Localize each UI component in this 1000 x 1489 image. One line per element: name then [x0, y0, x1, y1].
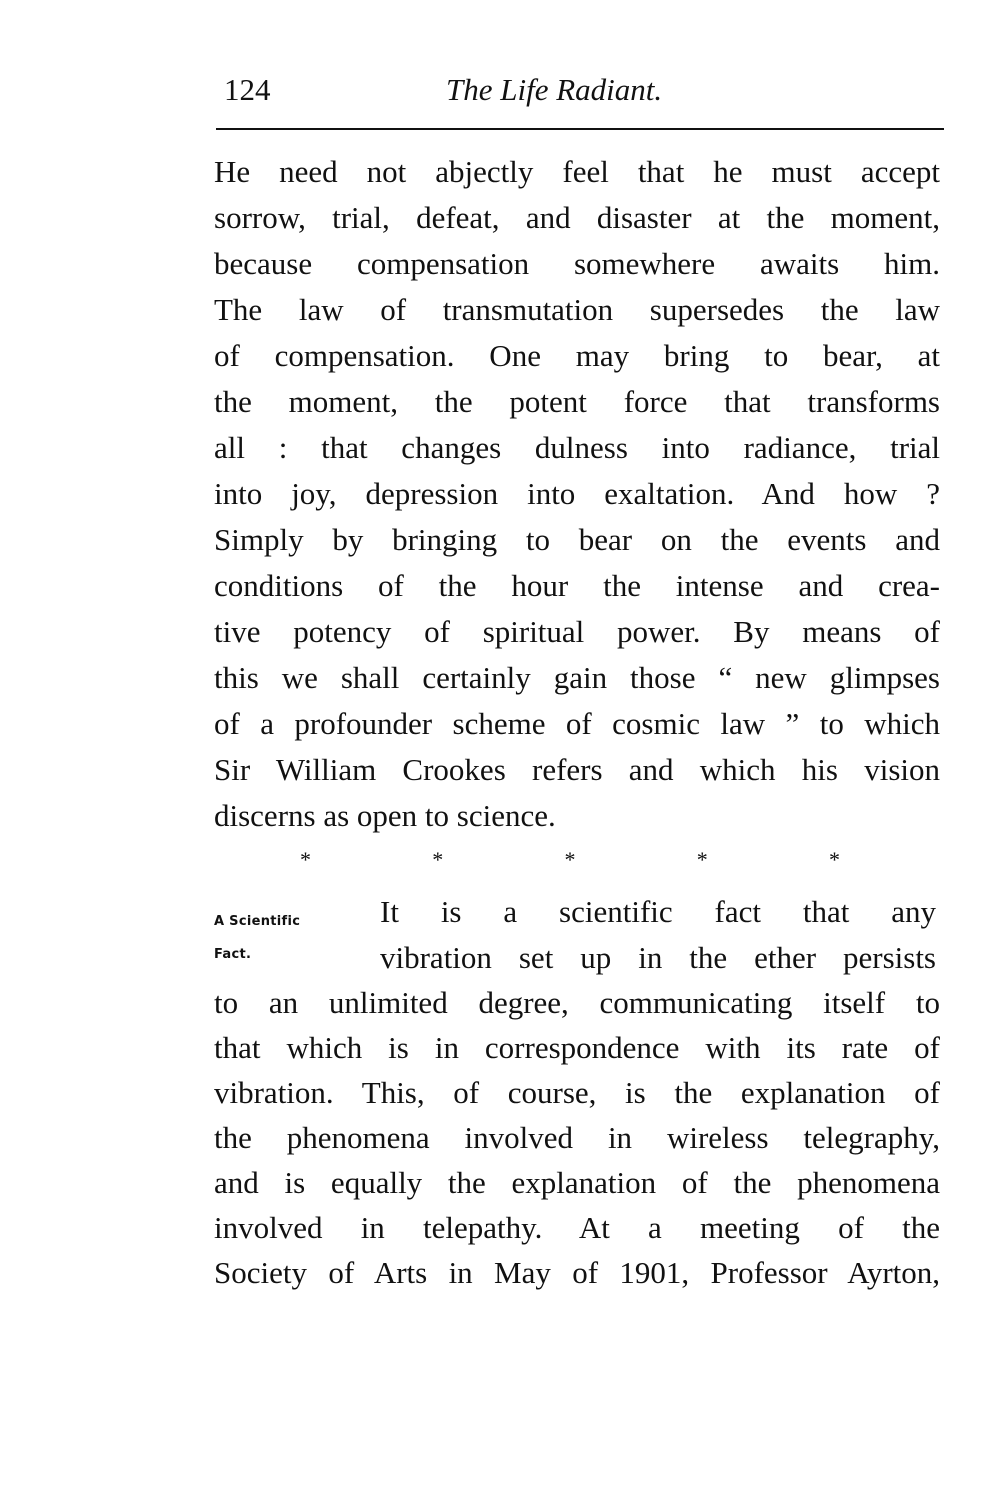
text-line: vibration set up in the ether persists — [380, 940, 936, 975]
separator-star: * — [696, 847, 708, 872]
text-line: tive potency of spiritual power. By means of — [214, 614, 940, 649]
side-note-line: Fact. — [214, 947, 252, 962]
text-line: to an unlimited degree, communicating itself to — [214, 985, 940, 1020]
text-line: conditions of the hour the intense and crea- — [214, 568, 940, 603]
running-title: The Life Radiant. — [446, 72, 663, 107]
text-line: The law of transmutation supersedes the law — [214, 292, 940, 327]
text-line: and is equally the explanation of the phenomena — [214, 1165, 940, 1200]
side-note-line: A Scientific — [214, 914, 301, 929]
separator-star: * — [432, 847, 444, 872]
separator-star: * — [300, 847, 311, 872]
text-line: Sir William Crookes refers and which his vision — [214, 752, 940, 787]
text-line: involved in telepathy. At a meeting of the — [214, 1210, 940, 1245]
separator-star: * — [829, 847, 840, 872]
text-line: of a profounder scheme of cosmic law ” to which — [214, 706, 940, 741]
page-number: 124 — [224, 72, 271, 107]
text-line: this we shall certainly gain those “ new glimpses — [214, 660, 940, 695]
text-line: that which is in correspondence with its rate of — [214, 1030, 940, 1065]
separator-star: * — [564, 847, 576, 872]
text-line: the moment, the potent force that transforms — [214, 384, 940, 419]
running-header — [216, 72, 944, 112]
text-line: into joy, depression into exaltation. And how ? — [214, 476, 940, 511]
side-note — [214, 905, 300, 971]
text-line: because compensation somewhere awaits him. — [214, 246, 940, 281]
header-rule — [216, 128, 944, 130]
text-line: It is a scientific fact that any — [380, 894, 936, 929]
text-line: discerns as open to science. — [214, 798, 556, 833]
section-separator — [300, 845, 840, 875]
text-line: Society of Arts in May of 1901, Professor Ayrton, — [214, 1255, 940, 1290]
text-line: sorrow, trial, defeat, and disaster at the moment, — [214, 200, 940, 235]
text-line: vibration. This, of course, is the explanation of — [214, 1075, 940, 1110]
text-line: all : that changes dulness into radiance, trial — [214, 430, 940, 465]
text-line: of compensation. One may bring to bear, at — [214, 338, 940, 373]
text-line: the phenomena involved in wireless telegraphy, — [214, 1120, 940, 1155]
text-line: He need not abjectly feel that he must accept — [214, 154, 940, 189]
text-line: Simply by bringing to bear on the events and — [214, 522, 940, 557]
